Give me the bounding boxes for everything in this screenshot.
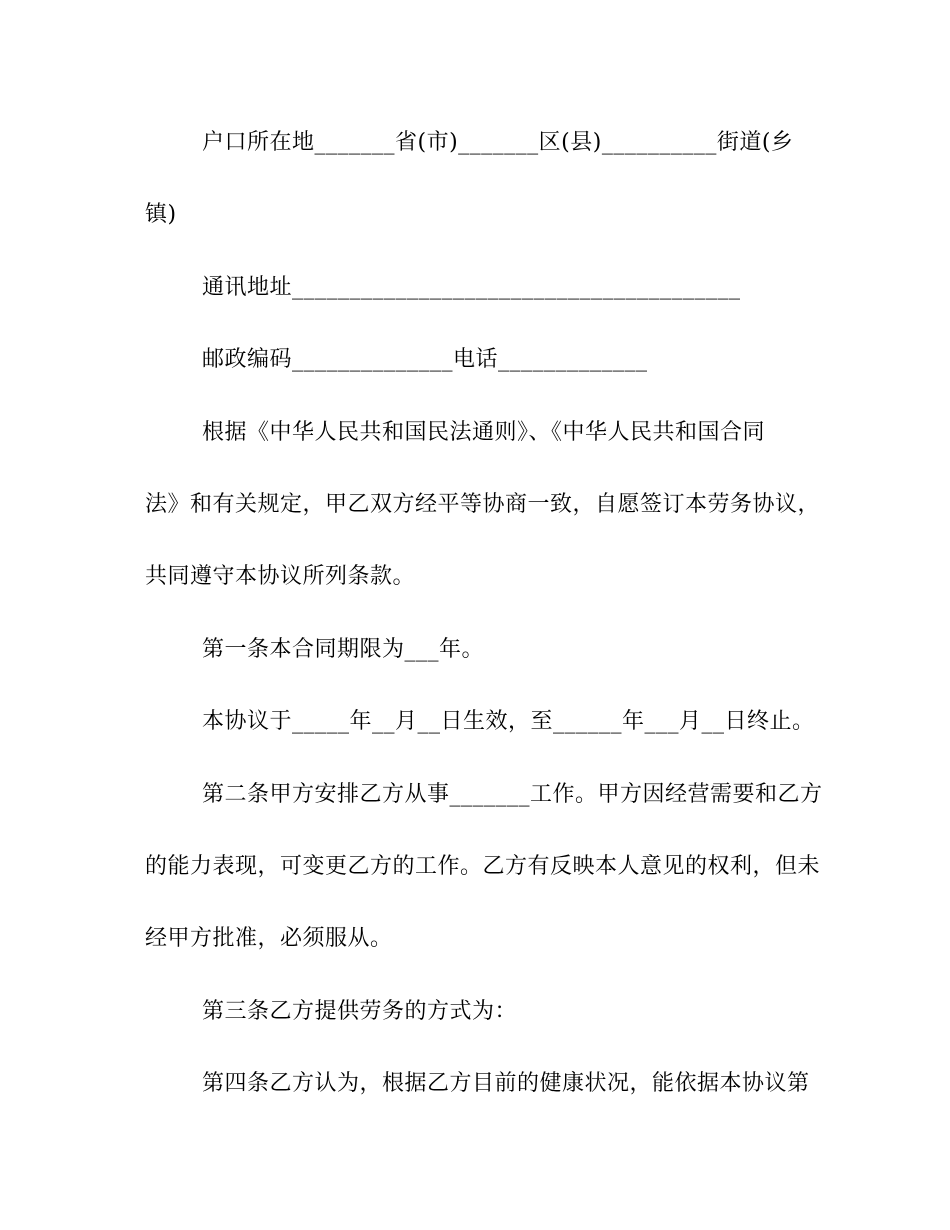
preamble-paragraph-line-3: 共同遵守本协议所列条款。 bbox=[145, 564, 416, 589]
article-2-line-2: 的能力表现，可变更乙方的工作。乙方有反映本人意见的权利，但未 bbox=[145, 854, 821, 879]
household-registration-line: 户口所在地_______省(市)_______区(县)__________街道(乡 bbox=[202, 130, 794, 155]
article-2-line-3: 经甲方批准，必须服从。 bbox=[145, 926, 393, 951]
household-registration-line-continued: 镇) bbox=[145, 202, 177, 227]
preamble-paragraph-line-1: 根据《中华人民共和国民法通则》、《中华人民共和国合同 bbox=[202, 420, 766, 445]
article-4-line-1: 第四条乙方认为，根据乙方目前的健康状况，能依据本协议第 bbox=[202, 1071, 810, 1096]
article-1-line: 第一条本合同期限为___年。 bbox=[202, 637, 485, 662]
article-3-line: 第三条乙方提供劳务的方式为： bbox=[202, 999, 518, 1024]
preamble-paragraph-line-2: 法》和有关规定，甲乙双方经平等协商一致，自愿签订本劳务协议， bbox=[145, 492, 821, 517]
mailing-address-line: 通讯地址_______________________________________ bbox=[202, 275, 741, 300]
article-2-line-1: 第二条甲方安排乙方从事_______工作。甲方因经营需要和乙方 bbox=[202, 782, 823, 807]
postal-code-phone-line: 邮政编码______________电话_____________ bbox=[202, 347, 648, 372]
effective-date-line: 本协议于_____年__月__日生效，至______年___月__日终止。 bbox=[202, 709, 815, 734]
